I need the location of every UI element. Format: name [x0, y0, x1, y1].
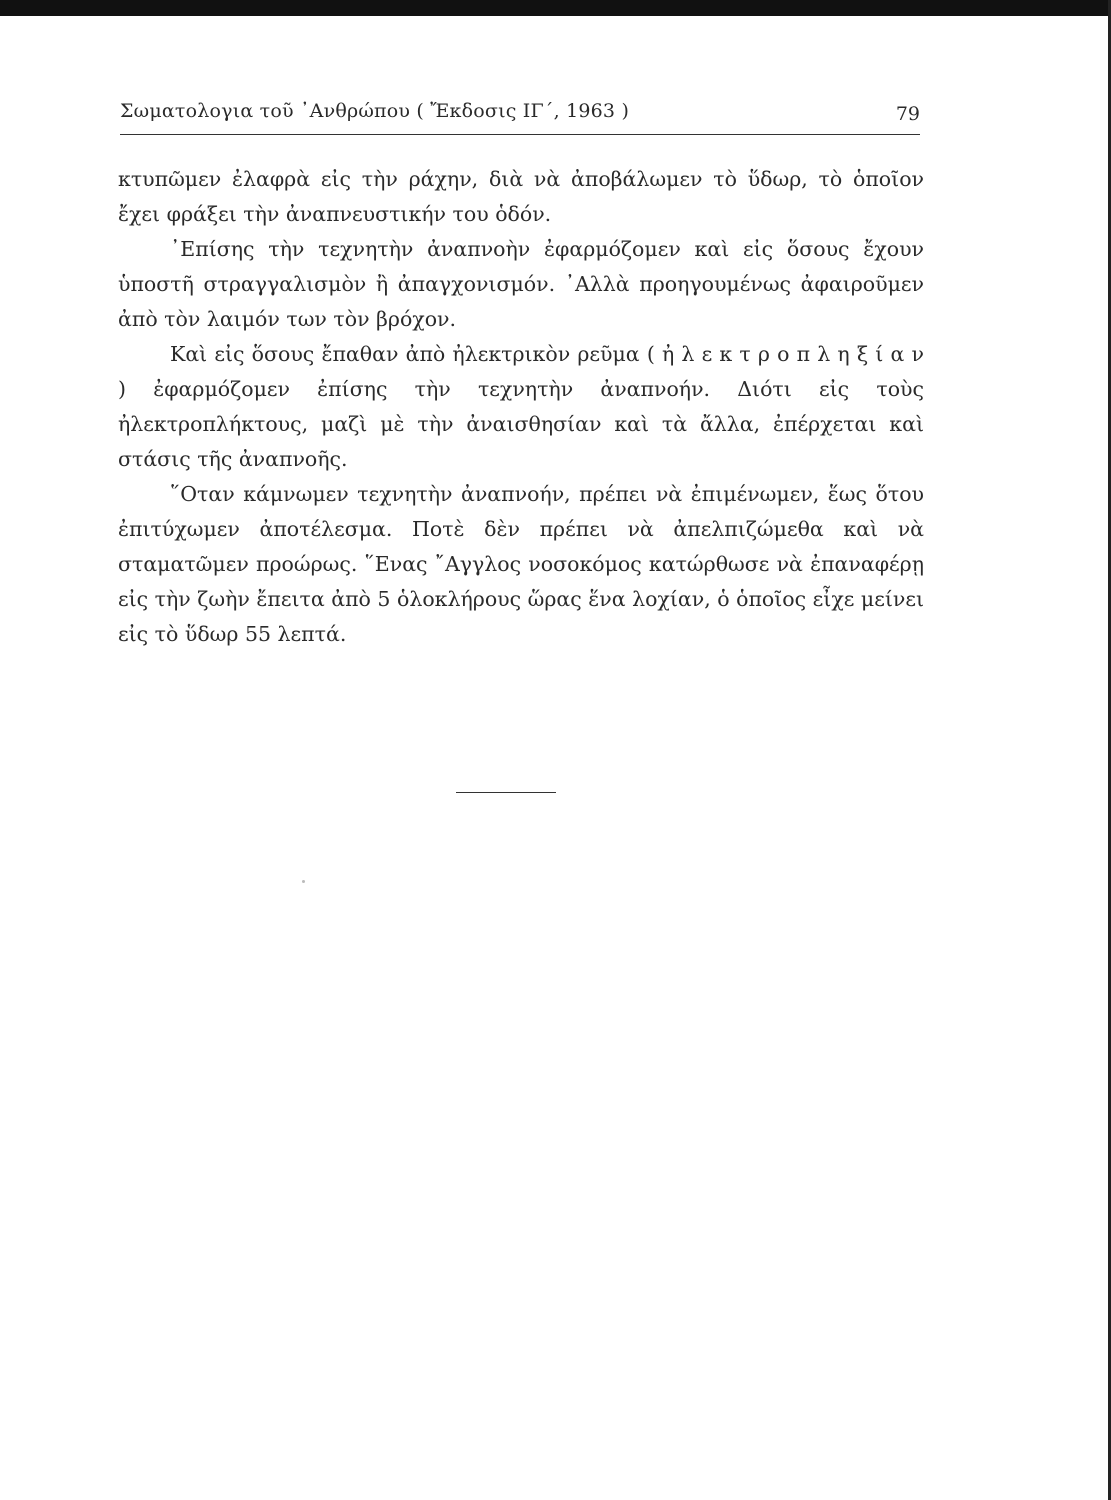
paragraph-strangulation: ᾽Επίσης τὴν τεχνητὴν ἀναπνοὴν ἐφαρμόζομεν καὶ εἰς ὅσους ἔχουν ὑποστῆ στραγγαλισμὸν ἢ ἀπαγχονισμόν. ᾽Αλλὰ προηγουμένως ἀφαιροῦμεν ἀπὸ τὸν λαιμόν των τὸν βρόχον. [118, 237, 924, 331]
scan-speck [302, 880, 305, 883]
paragraph-continuation: κτυπῶμεν ἐλαφρὰ εἰς τὴν ράχην, διὰ νὰ ἀποβάλωμεν τὸ ὕδωρ, τὸ ὁποῖον ἔχει φράξει τὴν ἀναπνευστικήν του ὁδόν. [118, 167, 924, 226]
paragraph-persistence: ῞Οταν κάμνωμεν τεχνητὴν ἀναπνοήν, πρέπει νὰ ἐπιμένωμεν, ἕως ὅτου ἐπιτύχωμεν ἀποτέλεσμα. Ποτὲ δὲν πρέπει νὰ ἀπελπιζώμεθα καὶ νὰ σταματῶμεν προώρως. ῞Ενας ῎Αγγλος νοσοκόμος κατώρθωσε νὰ ἐπαναφέρῃ εἰς τὴν ζωὴν ἔπειτα ἀπὸ 5 ὁλοκλήρους ὥρας ἕνα λοχίαν, ὁ ὁποῖος εἶχε μείνει εἰς τὸ ὕδωρ 55 λεπτά. [118, 482, 924, 646]
paragraph-electrocution: Καὶ εἰς ὅσους ἔπαθαν ἀπὸ ἠλεκτρικὸν ρεῦμα ( ἠ λ ε κ τ ρ ο π λ η ξ ί α ν ) ἐφαρμόζομεν ἐπίσης τὴν τεχνητὴν ἀναπνοήν. Διότι εἰς τοὺς ἠλεκτροπλήκτους, μαζὶ μὲ τὴν ἀναισθησίαν καὶ τὰ ἄλλα, ἐπέρχεται καὶ στάσις τῆς ἀναπνοῆς. [118, 342, 924, 471]
header-rule [120, 134, 920, 135]
running-header [120, 100, 920, 130]
end-rule [456, 792, 556, 793]
header-title: Σωματολογια τοῦ ᾽Ανθρώπου ( Ἔκδοσις ΙΓ΄, 1963 ) [120, 100, 630, 122]
scan-border-top [0, 0, 1111, 16]
page-number: 79 [895, 103, 920, 125]
body-text [118, 162, 924, 652]
